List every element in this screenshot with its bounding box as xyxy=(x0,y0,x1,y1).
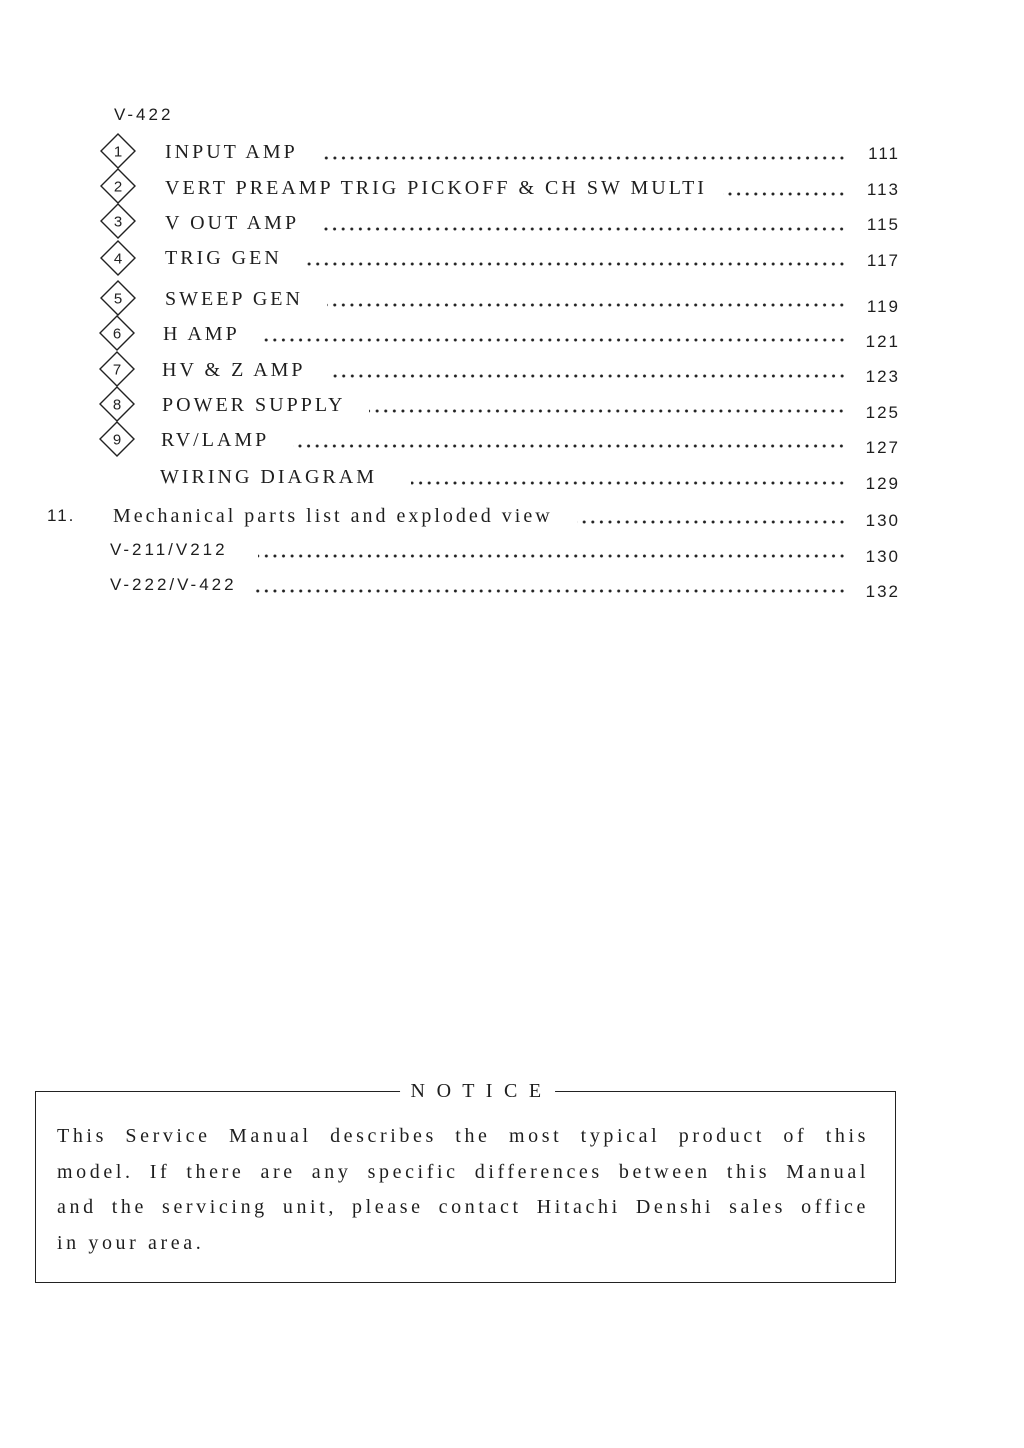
diamond-2-icon xyxy=(100,168,136,204)
entry-title: WIRING DIAGRAM xyxy=(160,466,377,488)
notice-text xyxy=(57,1119,869,1261)
page-number: 127 xyxy=(865,438,900,457)
toc-entry-hv-z-amp xyxy=(162,357,900,386)
toc-entry-wiring-diagram xyxy=(160,464,900,493)
toc-entry-input-amp xyxy=(165,139,900,165)
notice-title: N O T I C E xyxy=(400,1079,556,1103)
marker-number: 3 xyxy=(113,213,123,231)
toc-entry-v-out-amp xyxy=(165,210,900,236)
diamond-6-icon xyxy=(99,315,135,351)
diamond-7-icon xyxy=(99,351,135,387)
dot-leader xyxy=(322,155,846,161)
dot-leader xyxy=(255,588,846,594)
marker-number: 6 xyxy=(112,325,122,343)
section-heading: V-422 xyxy=(114,105,174,124)
notice-line: in your area. xyxy=(57,1231,205,1254)
dot-leader xyxy=(723,191,846,197)
diamond-3-icon xyxy=(100,203,136,239)
marker-number: 4 xyxy=(113,250,123,268)
dot-leader xyxy=(258,553,846,559)
entry-title: SWEEP GEN xyxy=(165,288,303,310)
marker-number: 9 xyxy=(112,431,122,449)
entry-title: Mechanical parts list and exploded view xyxy=(113,505,553,527)
diamond-9-icon xyxy=(99,421,135,457)
entry-title: V-222/V-422 xyxy=(110,575,237,594)
diamond-1-icon xyxy=(100,133,136,169)
entry-title: RV/LAMP xyxy=(161,429,270,451)
entry-title: TRIG GEN xyxy=(165,247,282,269)
toc-entry-h-amp xyxy=(163,321,900,351)
notice-line: and the servicing unit, please contact Hitachi Denshi sales office xyxy=(57,1196,869,1218)
page-number: 130 xyxy=(865,511,900,530)
page-number: 111 xyxy=(868,144,900,163)
notice-line: model. If there are any specific differences between this Manual xyxy=(57,1160,869,1183)
dot-leader xyxy=(293,443,846,449)
dot-leader xyxy=(264,337,846,343)
page-number: 119 xyxy=(866,297,900,316)
diamond-5-icon xyxy=(100,280,136,316)
page-number: 123 xyxy=(865,367,900,386)
toc-entry-v222-v422 xyxy=(110,572,900,601)
page-number: 113 xyxy=(866,180,900,199)
notice-box xyxy=(35,1080,896,1283)
dot-leader xyxy=(577,519,846,525)
page-number: 129 xyxy=(865,474,900,493)
toc-entry-trig-gen xyxy=(165,245,900,271)
dot-leader xyxy=(330,373,846,379)
toc-entry-rv-lamp xyxy=(161,427,900,457)
page-number: 115 xyxy=(866,215,900,234)
diamond-4-icon xyxy=(100,240,136,276)
entry-title: H AMP xyxy=(163,323,240,345)
entry-title: VERT PREAMP TRIG PICKOFF & CH SW MULTI xyxy=(165,177,707,199)
marker-number: 7 xyxy=(112,361,122,379)
marker-number: 8 xyxy=(112,396,122,414)
entry-title: HV & Z AMP xyxy=(162,359,306,381)
entry-title: INPUT AMP xyxy=(165,141,298,163)
notice-line: This Service Manual describes the most typical product of this xyxy=(57,1125,869,1147)
dot-leader xyxy=(327,302,846,308)
marker-number: 1 xyxy=(113,143,123,161)
dot-leader xyxy=(369,408,846,414)
marker-number: 2 xyxy=(113,178,123,196)
page-number: 121 xyxy=(865,332,900,351)
page-number: 132 xyxy=(865,582,900,601)
entry-title: V-211/V212 xyxy=(110,540,228,559)
page-number: 130 xyxy=(865,547,900,566)
dot-leader xyxy=(411,480,846,486)
section-number: 11. xyxy=(47,506,76,525)
toc-section-11 xyxy=(47,503,900,529)
toc-entry-v211-v212 xyxy=(110,537,900,566)
marker-number: 5 xyxy=(113,290,123,308)
dot-leader xyxy=(323,226,846,232)
entry-title: V OUT AMP xyxy=(165,212,300,234)
entry-title: POWER SUPPLY xyxy=(162,394,346,416)
page-number: 117 xyxy=(866,251,900,270)
toc-entry-power-supply xyxy=(162,392,900,422)
page-number: 125 xyxy=(865,403,900,422)
toc-entry-sweep-gen xyxy=(165,286,900,316)
toc-entry-vert-preamp xyxy=(165,175,900,201)
dot-leader xyxy=(306,261,846,267)
diamond-8-icon xyxy=(99,386,135,422)
